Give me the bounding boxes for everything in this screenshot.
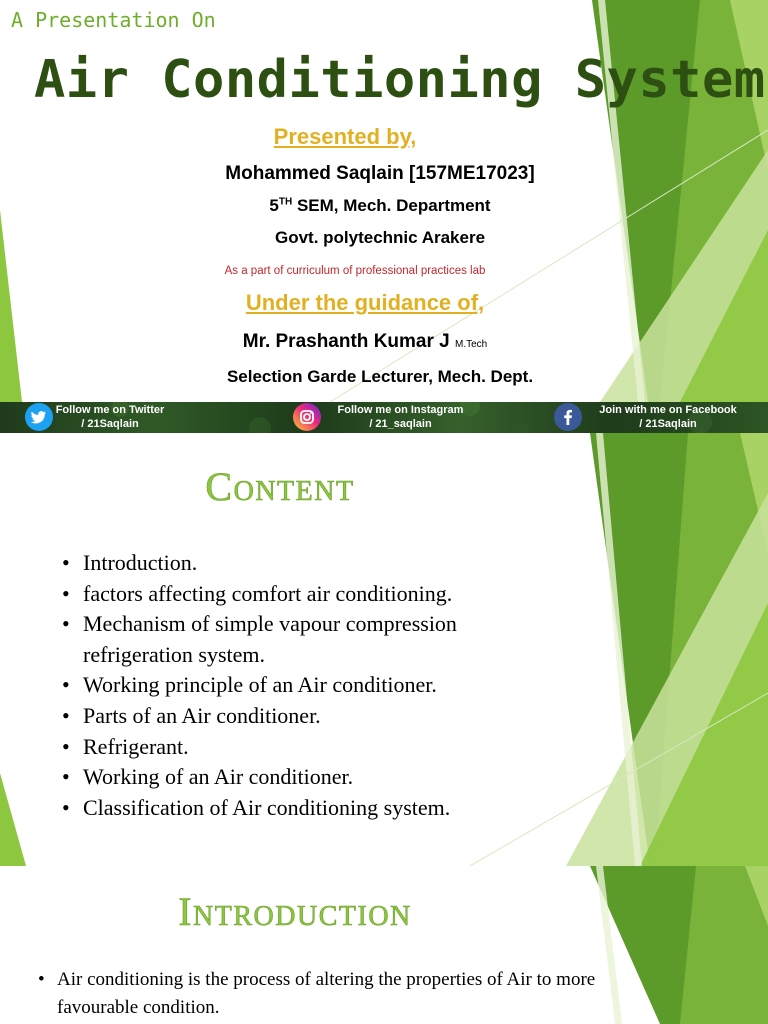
guide-name: Mr. Prashanth Kumar J M.Tech <box>242 331 488 352</box>
content-item: • Working principle of an Air conditioner. <box>62 670 553 701</box>
content-item: • factors affecting comfort air conditioning. <box>62 579 553 610</box>
facebook-line1: Join with me on Facebook <box>599 404 737 416</box>
content-item: • Mechanism of simple vapour compression refrigeration system. <box>62 609 553 670</box>
facebook-f-icon[interactable] <box>554 403 582 431</box>
author-name: Mohammed Saqlain [157ME17023] <box>225 163 535 184</box>
college-name: Govt. polytechnic Arakere <box>274 228 486 247</box>
content-item: • Parts of an Air conditioner. <box>62 701 553 732</box>
presentation-kicker: A Presentation On <box>11 8 216 32</box>
facebook-follow-text[interactable] <box>588 403 748 431</box>
twitter-handle: / 21Saqlain <box>81 418 139 430</box>
semester-department: 5TH SEM, Mech. Department <box>269 196 491 215</box>
social-media-banner <box>0 402 768 433</box>
twitter-follow-text[interactable] <box>55 403 165 431</box>
introduction-item: • Air conditioning is the process of altering the properties of Air to more favourable condition. <box>38 966 627 1022</box>
guidance-label: Under the guidance of, <box>245 290 485 315</box>
twitter-line1: Follow me on Twitter <box>55 404 165 416</box>
twitter-bird-icon[interactable] <box>25 403 53 431</box>
instagram-follow-text[interactable] <box>328 403 473 431</box>
instagram-handle: / 21_saqlain <box>369 418 432 430</box>
content-slide <box>0 433 768 866</box>
guide-designation: Selection Garde Lecturer, Mech. Dept. <box>226 367 534 386</box>
content-list <box>62 548 553 823</box>
introduction-list <box>38 966 627 1022</box>
presented-by-label: Presented by, <box>273 124 417 149</box>
instagram-line1: Follow me on Instagram <box>337 404 464 416</box>
presentation-title: Air Conditioning System <box>34 50 766 110</box>
curriculum-note: As a part of curriculum of professional practices lab <box>224 265 486 277</box>
content-item: • Classification of Air conditioning system. <box>62 793 553 824</box>
content-heading: Content <box>205 464 355 509</box>
content-item: • Refrigerant. <box>62 732 553 763</box>
introduction-heading: Introduction <box>178 889 412 934</box>
facebook-handle: / 21Saqlain <box>639 418 697 430</box>
title-slide <box>0 0 768 402</box>
instagram-camera-icon[interactable] <box>293 403 321 431</box>
content-item: • Introduction. <box>62 548 553 579</box>
content-item: • Working of an Air conditioner. <box>62 762 553 793</box>
introduction-slide <box>0 866 768 1024</box>
